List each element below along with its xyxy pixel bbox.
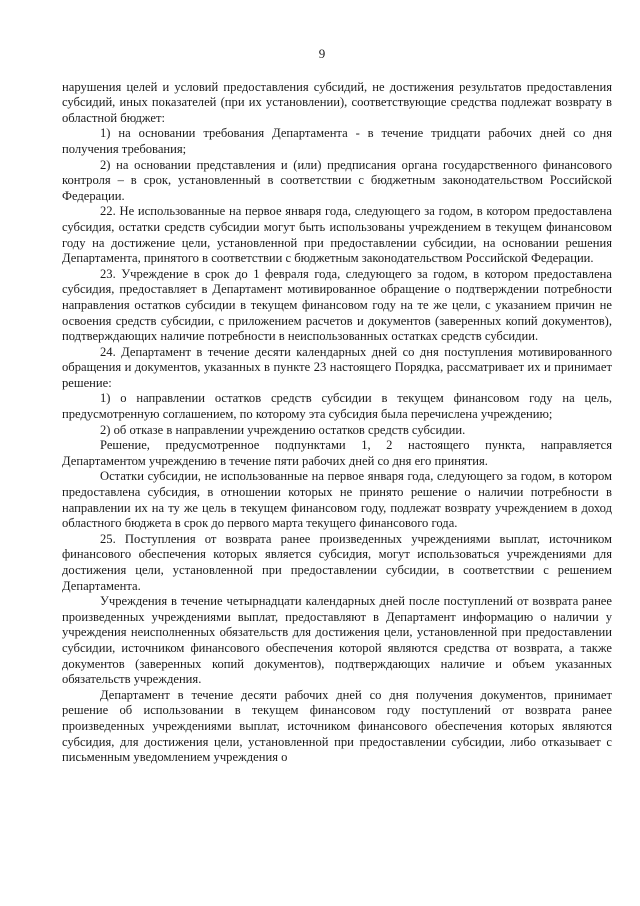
paragraph-department-decision: Департамент в течение десяти рабочих дней со дня получения документов, принимает решение об использовании в текущем финансовом году поступлений от возврата ранее произведенных учреждениями выплат, источником финансового обеспечения которых являются субсидия, для достижения цели, установленной при предоставлении субсидии, либо отказывает с письменным уведомлением учреждения о bbox=[62, 687, 612, 765]
paragraph-clause-24: 24. Департамент в течение десяти календарных дней со дня поступления мотивированного обращения и документов, указанных в пункте 23 настоящего Порядка, рассматривает их и принимает решение: bbox=[62, 344, 612, 390]
paragraph-remainders: Остатки субсидии, не использованные на первое января года, следующего за годом, в котором предоставлена субсидия, в отношении которых не принято решение о наличии потребности в направлении их на ту же цель в текущем финансовом году, подлежат возврату учреждением в доход областного бюджета в срок до первого марта текущего финансового года. bbox=[62, 469, 612, 531]
paragraph-item-1: 1) на основании требования Департамента - в течение тридцати рабочих дней со дня получения требования; bbox=[62, 126, 612, 156]
paragraph-clause-24-item-1: 1) о направлении остатков средств субсидии в текущем финансовом году на цель, предусмотренную соглашением, по которому эта субсидия была перечислена учреждению; bbox=[62, 391, 612, 422]
paragraph-intro: нарушения целей и условий предоставления субсидий, не достижения результатов предоставления субсидий, иных показателей (при их установлении), соответствующие средства подлежат возврату в областной бюджет: bbox=[62, 79, 612, 125]
paragraph-item-2: 2) на основании представления и (или) предписания органа государственного финансового контроля – в срок, установленный в соответствии с бюджетным законодательством Российской Федерации. bbox=[62, 157, 612, 203]
paragraph-clause-23: 23. Учреждение в срок до 1 февраля года, следующего за годом, в котором предоставлена субсидия, предоставляет в Департамент мотивированное обращение о подтверждении потребности направления остатков субсидии в текущем финансовом году на те же цели, с указанием причин не освоения средств субсидии, с приложением расчетов и документов (заверенных копий документов), подтверждающих наличие потребности в неиспользованных остатках средств субсидии. bbox=[62, 266, 612, 344]
paragraph-institutions-info: Учреждения в течение четырнадцати календарных дней после поступлений от возврата ранее произведенных учреждениями выплат, предоставляют в Департамент информацию о наличии у учреждения неисполненных обязательств для достижения цели, установленной при предоставлении субсидии, источником финансового обеспечения которой являются средства от возврата, а также документов (заверенных копий документов), подтверждающих наличие и объем указанных обязательств учреждения. bbox=[62, 594, 612, 687]
paragraph-clause-24-item-2: 2) об отказе в направлении учреждению остатков средств субсидии. bbox=[100, 422, 466, 437]
page-number: 9 bbox=[318, 46, 326, 61]
paragraph-clause-25: 25. Поступления от возврата ранее произведенных учреждениями выплат, источником финансового обеспечения которых является субсидия, могут использоваться учреждениями для достижения цели, установленной при предоставлении субсидии, в соответствии с решением Департамента. bbox=[62, 531, 612, 593]
paragraph-clause-22: 22. Не использованные на первое января года, следующего за годом, в котором предоставлена субсидия, остатки средств субсидии могут быть использованы учреждением в текущем финансовом году на достижение цели, установленной при предоставлении субсидии, на основании решения Департамента, принятого в соответствии с бюджетным законодательством Российской Федерации. bbox=[62, 204, 612, 266]
paragraph-decision: Решение, предусмотренное подпунктами 1, 2 настоящего пункта, направляется Департаментом учреждению в течение пяти рабочих дней со дня его принятия. bbox=[62, 438, 612, 468]
